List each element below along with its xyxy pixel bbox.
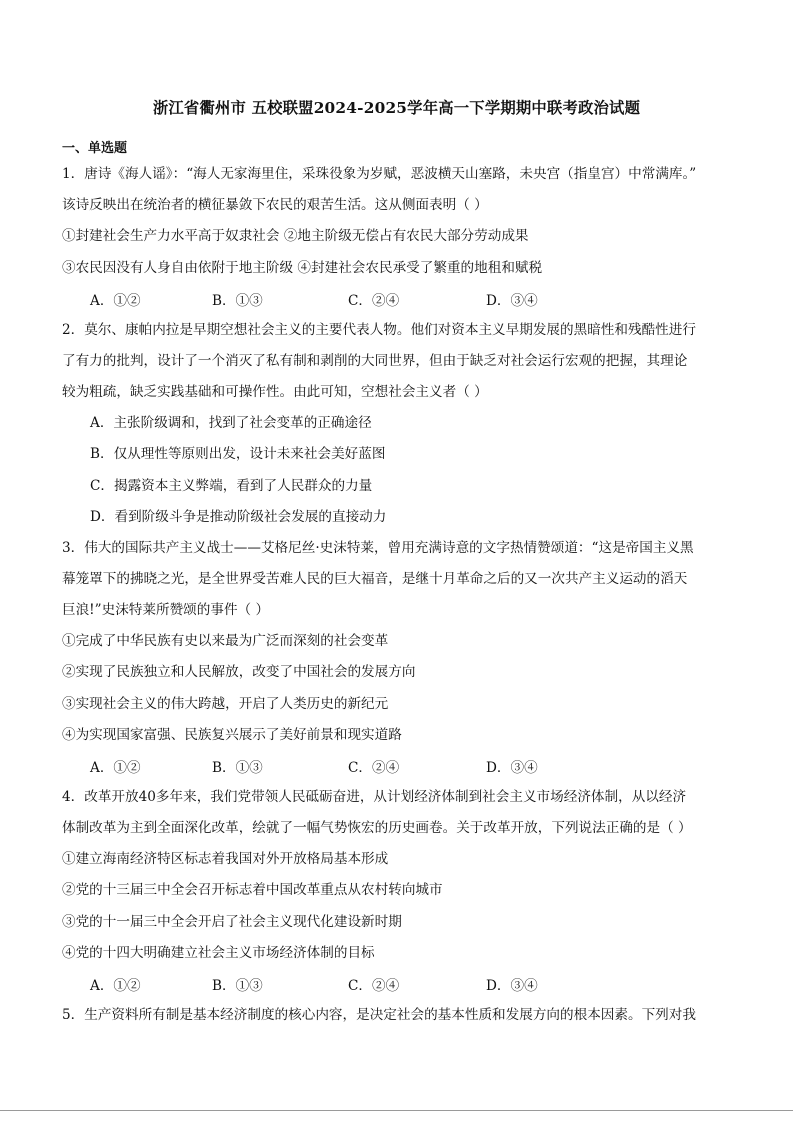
q2-option-c: C．揭露资本主义弊端，看到了人民群众的力量 [90, 478, 373, 494]
q1-option-d: D．③④ [486, 293, 538, 309]
q3-stem-line3: 巨浪!”史沫特莱所赞颂的事件（ ） [62, 602, 270, 618]
q4-statement-1: ①建立海南经济特区标志着我国对外开放格局基本形成 [62, 851, 389, 867]
q3-option-c: C．②④ [348, 760, 400, 776]
q3-stem-line1: 3．伟大的国际共产主义战士——艾格尼丝·史沫特莱，曾用充满诗意的文字热情赞颂道：“这是帝国主义黑 [62, 540, 694, 556]
q3-option-b: B．①③ [212, 760, 263, 776]
page-title: 浙江省衢州市 五校联盟2024-2025学年高一下学期期中联考政治试题 [152, 99, 641, 117]
section-heading: 一、单选题 [62, 141, 128, 156]
q4-statement-3: ③党的十一届三中全会开启了社会主义现代化建设新时期 [62, 914, 402, 930]
q3-stem-line2: 幕笼罩下的拂晓之光，是全世界受苦难人民的巨大福音，是继十月革命之后的又一次共产主义运动的滔天 [62, 571, 688, 587]
q2-stem-line3: 较为粗疏，缺乏实践基础和可操作性。由此可知，空想社会主义者（ ） [62, 384, 488, 400]
q1-stem-line1: 1．唐诗《海人谣》：“海人无家海里住，采珠役象为岁赋，恶波横天山塞路，未央宫（指皇宫）中常满库。” [62, 166, 697, 182]
page-bottom-rule [0, 1110, 793, 1111]
q2-option-d: D．看到阶级斗争是推动阶级社会发展的直接动力 [90, 509, 387, 525]
q3-statement-4: ④为实现国家富强、民族复兴展示了美好前景和现实道路 [62, 727, 402, 743]
q5-stem-line1: 5．生产资料所有制是基本经济制度的核心内容，是决定社会的基本性质和发展方向的根本因素。下列对我 [62, 1007, 696, 1023]
q1-option-c: C．②④ [348, 293, 400, 309]
q4-option-d: D．③④ [486, 978, 538, 994]
q3-option-a: A．①② [90, 760, 141, 776]
q4-statement-4: ④党的十四大明确建立社会主义市场经济体制的目标 [62, 945, 375, 961]
q4-stem-line2: 体制改革为主到全面深化改革，绘就了一幅气势恢宏的历史画卷。关于改革开放，下列说法正确的是（ ） [62, 820, 692, 836]
q1-stem-line2: 该诗反映出在统治者的横征暴敛下农民的艰苦生活。这从侧面表明（ ） [62, 197, 488, 213]
q2-stem-line1: 2．莫尔、康帕内拉是早期空想社会主义的主要代表人物。他们对资本主义早期发展的黑暗性和残酷性进行 [62, 322, 696, 338]
q2-option-b: B．仅从理性等原则出发，设计未来社会美好蓝图 [90, 446, 386, 462]
q2-option-a: A．主张阶级调和，找到了社会变革的正确途径 [90, 415, 372, 431]
q1-option-a: A．①② [90, 293, 141, 309]
q3-option-d: D．③④ [486, 760, 538, 776]
q4-option-b: B．①③ [212, 978, 263, 994]
q1-option-b: B．①③ [212, 293, 263, 309]
q4-option-a: A．①② [90, 978, 141, 994]
q3-statement-2: ②实现了民族独立和人民解放，改变了中国社会的发展方向 [62, 664, 416, 680]
q4-stem-line1: 4．改革开放40多年来，我们党带领人民砥砺奋进，从计划经济体制到社会主义市场经济体制，从以经济 [62, 789, 687, 805]
q1-statement-row2: ③农民因没有人身自由依附于地主阶级 ④封建社会农民承受了繁重的地租和赋税 [62, 260, 543, 276]
q2-stem-line2: 了有力的批判，设计了一个消灭了私有制和剥削的大同世界，但由于缺乏对社会运行宏观的把握，其理论 [62, 353, 688, 369]
q3-statement-3: ③实现社会主义的伟大跨越，开启了人类历史的新纪元 [62, 696, 389, 712]
q3-statement-1: ①完成了中华民族有史以来最为广泛而深刻的社会变革 [62, 633, 389, 649]
q4-statement-2: ②党的十三届三中全会召开标志着中国改革重点从农村转向城市 [62, 882, 443, 898]
q1-statement-row1: ①封建社会生产力水平高于奴隶社会 ②地主阶级无偿占有农民大部分劳动成果 [62, 228, 529, 244]
q4-option-c: C．②④ [348, 978, 400, 994]
